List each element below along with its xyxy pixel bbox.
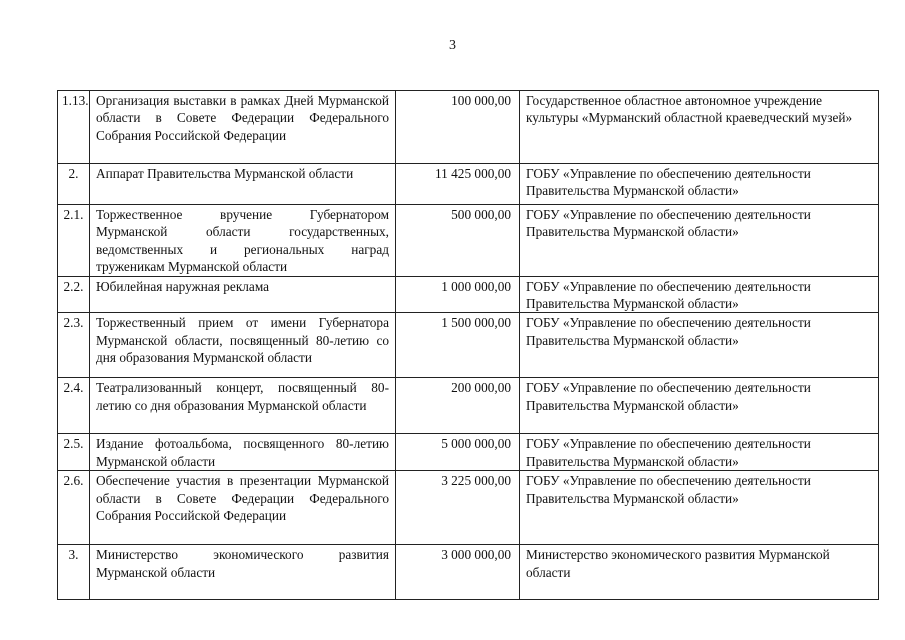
table-row xyxy=(58,471,879,545)
row-description: Торжественный прием от имени Губернатора Мурманской области, посвященный 80-летию со дня образования Мурманской области xyxy=(90,313,396,378)
row-amount: 1 500 000,00 xyxy=(396,313,520,378)
row-amount: 3 000 000,00 xyxy=(396,545,520,600)
row-organization: Министерство экономического развития Мурманской области xyxy=(520,545,879,600)
row-number: 2.5. xyxy=(58,434,90,471)
row-number: 2.1. xyxy=(58,205,90,277)
row-number: 2.2. xyxy=(58,276,90,313)
row-amount: 5 000 000,00 xyxy=(396,434,520,471)
row-organization: Государственное областное автономное учреждение культуры «Мурманский областной краеведческий музей» xyxy=(520,91,879,164)
table-row xyxy=(58,91,879,164)
row-amount: 500 000,00 xyxy=(396,205,520,277)
table-row xyxy=(58,164,879,205)
table-row xyxy=(58,545,879,600)
row-number: 2.3. xyxy=(58,313,90,378)
row-number: 2. xyxy=(58,164,90,205)
row-description: Юбилейная наружная реклама xyxy=(90,276,396,313)
row-number: 1.13. xyxy=(58,91,90,164)
row-number: 2.6. xyxy=(58,471,90,545)
row-description: Театрализованный концерт, посвященный 80-летию со дня образования Мурманской области xyxy=(90,378,396,434)
row-number: 2.4. xyxy=(58,378,90,434)
table-row xyxy=(58,378,879,434)
row-description: Торжественное вручение Губернатором Мурманской области государственных, ведомственных и региональных наград труженикам Мурманской области xyxy=(90,205,396,277)
table-row xyxy=(58,205,879,277)
row-description: Издание фотоальбома, посвященного 80-летию Мурманской области xyxy=(90,434,396,471)
row-description: Организация выставки в рамках Дней Мурманской области в Совете Федерации Федерального Собрания Российской Федерации xyxy=(90,91,396,164)
row-organization: ГОБУ «Управление по обеспечению деятельности Правительства Мурманской области» xyxy=(520,471,879,545)
row-amount: 100 000,00 xyxy=(396,91,520,164)
table-row xyxy=(58,276,879,313)
row-amount: 3 225 000,00 xyxy=(396,471,520,545)
row-amount: 11 425 000,00 xyxy=(396,164,520,205)
row-organization: ГОБУ «Управление по обеспечению деятельности Правительства Мурманской области» xyxy=(520,205,879,277)
row-amount: 1 000 000,00 xyxy=(396,276,520,313)
row-organization: ГОБУ «Управление по обеспечению деятельности Правительства Мурманской области» xyxy=(520,378,879,434)
row-number: 3. xyxy=(58,545,90,600)
table-row xyxy=(58,434,879,471)
row-organization: ГОБУ «Управление по обеспечению деятельности Правительства Мурманской области» xyxy=(520,276,879,313)
budget-table xyxy=(57,90,879,600)
row-amount: 200 000,00 xyxy=(396,378,520,434)
row-organization: ГОБУ «Управление по обеспечению деятельности Правительства Мурманской области» xyxy=(520,434,879,471)
page-number: 3 xyxy=(449,38,456,53)
row-description: Обеспечение участия в презентации Мурманской области в Совете Федерации Федерального Собрания Российской Федерации xyxy=(90,471,396,545)
row-description: Министерство экономического развития Мурманской области xyxy=(90,545,396,600)
row-organization: ГОБУ «Управление по обеспечению деятельности Правительства Мурманской области» xyxy=(520,164,879,205)
table-row xyxy=(58,313,879,378)
row-description: Аппарат Правительства Мурманской области xyxy=(90,164,396,205)
row-organization: ГОБУ «Управление по обеспечению деятельности Правительства Мурманской области» xyxy=(520,313,879,378)
